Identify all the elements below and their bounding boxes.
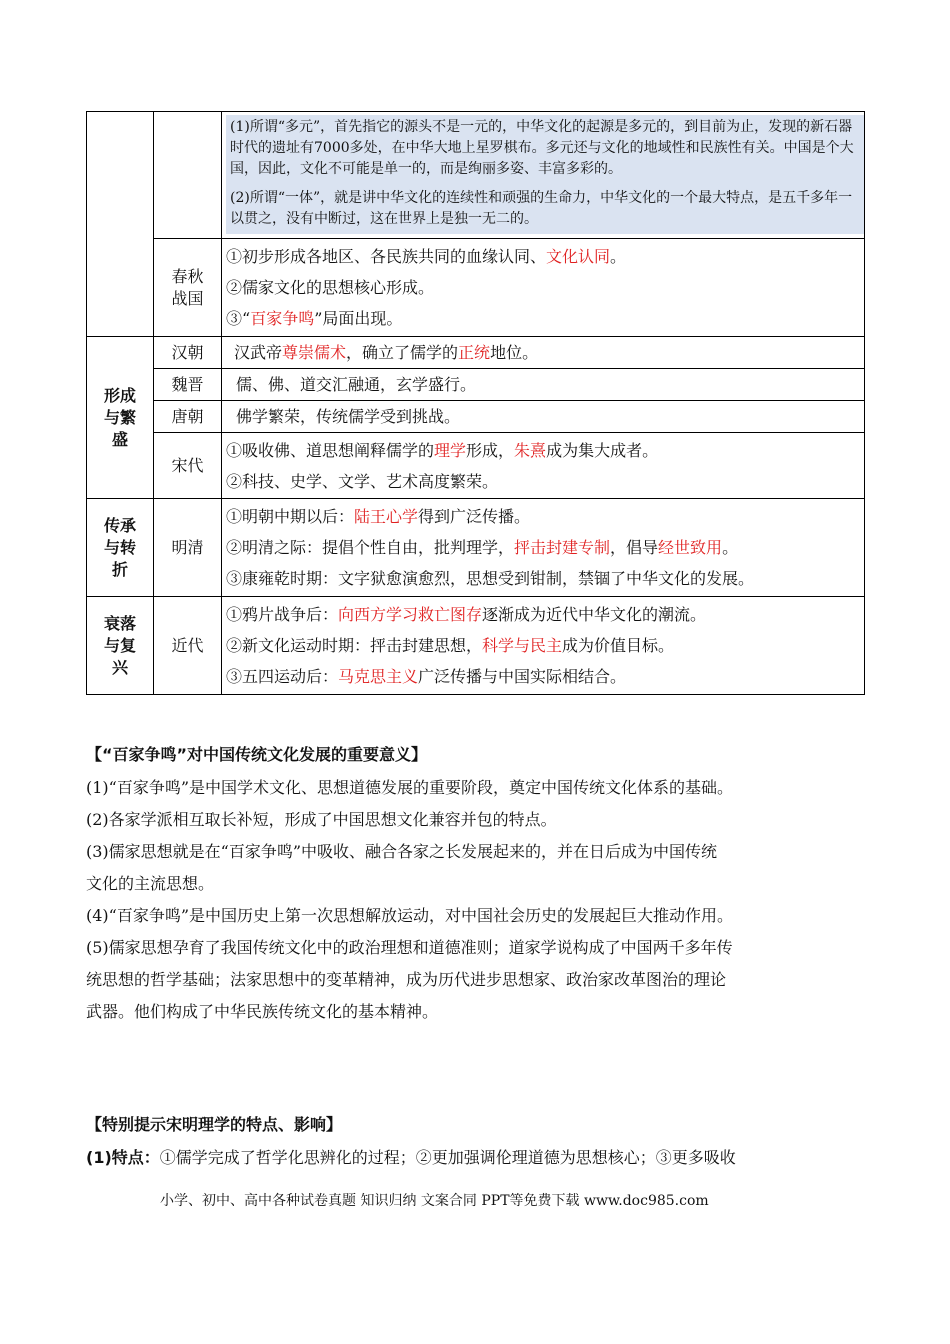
era-inherit: 传承与转折 (87, 499, 154, 597)
keyword: 抨击封建专制 (514, 538, 611, 557)
content-line: ②明清之际：提倡个性自由，批判理学，抨击封建专制，倡导经世致用。 (226, 538, 739, 557)
paragraph-line: (1)“百家争鸣”是中国学术文化、思想道德发展的重要阶段，奠定中国传统文化体系的基础。 (86, 778, 734, 797)
content-weijin (222, 369, 865, 401)
content-chunqiu (222, 239, 865, 337)
note-cell (222, 112, 865, 239)
keyword: 百家争鸣 (250, 309, 315, 328)
content-han (222, 337, 865, 369)
keyword: 正统 (458, 343, 491, 362)
page-footer: 小学、初中、高中各种试卷真题 知识归纳 文案合同 PPT等免费下载 www.doc985.com (160, 1193, 709, 1209)
paragraph-line: (4)“百家争鸣”是中国历史上第一次思想解放运动，对中国社会历史的发展起巨大推动作用。 (86, 906, 734, 925)
keyword: 马克思主义 (338, 667, 419, 686)
paragraph-line: 武器。他们构成了中华民族传统文化的基本精神。 (86, 1002, 439, 1021)
paragraph-line: (2)各家学派相互取长补短，形成了中国思想文化兼容并包的特点。 (86, 810, 557, 829)
content-line: ①鸦片战争后：向西方学习救亡图存逐渐成为近代中华文化的潮流。 (226, 605, 707, 624)
table-row (87, 597, 865, 695)
dynasty-cell-empty (154, 112, 222, 239)
dynasty-tang: 唐朝 (154, 401, 222, 433)
table-row (87, 112, 865, 239)
content-line: ①初步形成各地区、各民族共同的血缘认同、文化认同。 (226, 247, 627, 266)
dynasty-song: 宋代 (154, 433, 222, 499)
content-line: ②新文化运动时期：抨击封建思想，科学与民主成为价值目标。 (226, 636, 675, 655)
content-line: ③五四运动后：马克思主义广泛传播与中国实际相结合。 (226, 667, 627, 686)
dynasty-weijin: 魏晋 (154, 369, 222, 401)
point-label: (1)特点： (86, 1148, 160, 1167)
keyword: 朱熹 (514, 440, 547, 460)
paragraph-line: 文化的主流思想。 (86, 874, 215, 893)
keyword: 经世致用 (658, 538, 723, 557)
era-decline: 衰落与复兴 (87, 597, 154, 695)
content-jindai (222, 597, 865, 695)
content-line: 佛学繁荣，传统儒学受到挑战。 (236, 407, 461, 426)
note-paragraph-2: (2)所谓“一体”，就是讲中华文化的连续性和顽强的生命力，中华文化的一个最大特点，是五千多年一以贯之，没有中断过，这在世界上是独一无二的。 (230, 190, 853, 227)
table-row (87, 337, 865, 369)
dynasty-chunqiu: 春秋战国 (154, 239, 222, 337)
section-body-lixue (86, 1142, 876, 1174)
note-box (226, 115, 864, 234)
content-tang (222, 401, 865, 433)
content-line: 儒、佛、道交汇融通，玄学盛行。 (236, 375, 477, 394)
keyword: 向西方学习救亡图存 (338, 605, 483, 624)
history-table (86, 111, 865, 695)
keyword: 科学与民主 (482, 636, 563, 655)
content-line: ③“百家争鸣”局面出现。 (226, 309, 403, 328)
era-cell-empty (87, 112, 154, 337)
content-line: ②科技、史学、文学、艺术高度繁荣。 (226, 471, 499, 491)
content-line: 汉武帝尊崇儒术，确立了儒学的正统地位。 (234, 343, 539, 362)
dynasty-han: 汉朝 (154, 337, 222, 369)
content-line: ①吸收佛、道思想阐释儒学的理学形成，朱熹成为集大成者。 (226, 440, 659, 460)
dynasty-jindai: 近代 (154, 597, 222, 695)
content-mingqing (222, 499, 865, 597)
dynasty-mingqing: 明清 (154, 499, 222, 597)
keyword: 尊崇儒术 (282, 343, 347, 362)
paragraph-line: (5)儒家思想孕育了我国传统文化中的政治理想和道德准则；道家学说构成了中国两千多年传 (86, 938, 733, 957)
content-line: ①明朝中期以后：陆王心学得到广泛传播。 (226, 507, 531, 526)
note-paragraph-1: (1)所谓“多元”，首先指它的源头不是一元的，中华文化的起源是多元的，到目前为止，发现的新石器时代的遗址有7000多处，在中华大地上星罗棋布。多元还与文化的地域性和民族性有关。中国是个大国，因此，文化不可能是单一的，而是绚丽多姿、丰富多彩的。 (230, 119, 854, 177)
section-body-baijia (86, 772, 876, 1028)
table-row (87, 499, 865, 597)
table-row (87, 239, 865, 337)
table-row (87, 369, 865, 401)
content-song (222, 433, 865, 499)
section-title-lixue: 【特别提示宋明理学的特点、影响】 (86, 1115, 343, 1134)
keyword: 陆王心学 (354, 507, 419, 526)
keyword: 理学 (434, 440, 467, 460)
table-row (87, 433, 865, 499)
content-line: ③康雍乾时期：文字狱愈演愈烈，思想受到钳制，禁锢了中华文化的发展。 (226, 569, 755, 588)
paragraph-line: 统思想的哲学基础；法家思想中的变革精神，成为历代进步思想家、政治家改革图治的理论 (86, 970, 727, 989)
content-line: ②儒家文化的思想核心形成。 (226, 278, 435, 297)
table-row (87, 401, 865, 433)
keyword: 文化认同 (546, 247, 611, 266)
paragraph-line: (1)特点：①儒学完成了哲学化思辨化的过程；②更加强调伦理道德为思想核心；③更多吸收 (86, 1148, 736, 1167)
era-formation: 形成与繁盛 (87, 337, 154, 499)
section-title-baijia: 【“百家争鸣”对中国传统文化发展的重要意义】 (86, 745, 428, 764)
paragraph-line: (3)儒家思想就是在“百家争鸣”中吸收、融合各家之长发展起来的，并在日后成为中国传统 (86, 842, 718, 861)
